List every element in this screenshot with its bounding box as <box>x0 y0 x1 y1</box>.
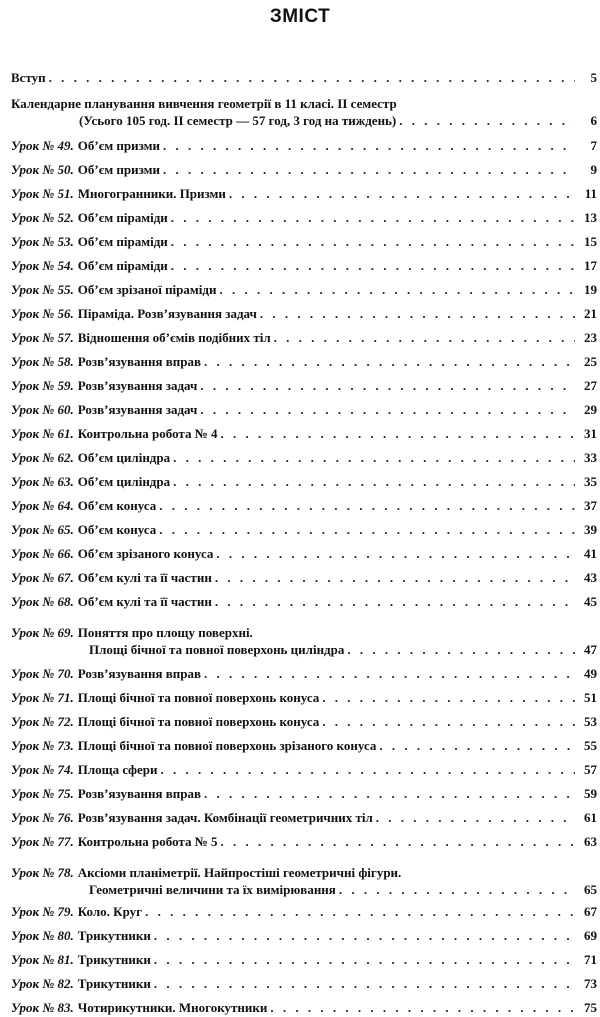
entry-title: Вступ <box>11 70 46 85</box>
page-number: 27 <box>584 378 597 393</box>
toc-entry <box>11 952 597 969</box>
dot-leader <box>379 738 575 754</box>
toc-line <box>11 810 597 827</box>
page-number: 69 <box>584 928 597 943</box>
dot-leader <box>204 666 575 682</box>
toc-line <box>11 258 597 275</box>
page-number: 5 <box>590 70 597 85</box>
toc-entry <box>11 330 597 347</box>
toc-entry <box>11 1000 597 1017</box>
page-number: 25 <box>584 354 597 369</box>
lesson-number: Урок № 66. <box>11 546 74 561</box>
dot-leader <box>154 928 575 944</box>
page-number: 61 <box>584 810 597 825</box>
toc-line <box>11 426 597 443</box>
entry-title: Розв’язування задач. Комбінації геометричних тіл <box>77 810 373 825</box>
entry-title: Об’єм призми <box>77 162 161 177</box>
page-number: 23 <box>584 330 597 345</box>
toc-line <box>11 570 597 587</box>
page-number: 17 <box>584 258 597 273</box>
entry-title: Об’єм піраміди <box>77 210 168 225</box>
page-number: 71 <box>584 952 597 967</box>
dot-leader <box>163 138 575 154</box>
entry-title: Об’єм піраміди <box>77 258 168 273</box>
dot-leader <box>204 354 575 370</box>
page-number: 15 <box>584 234 597 249</box>
toc-entry <box>11 402 597 419</box>
dot-leader <box>229 186 575 202</box>
toc-entry <box>11 714 597 731</box>
toc-entry <box>11 546 597 563</box>
toc-line <box>11 865 597 882</box>
dot-leader <box>171 258 575 274</box>
entry-title: Трикутники <box>77 976 151 991</box>
dot-leader <box>322 714 575 730</box>
toc-line <box>11 96 597 113</box>
toc-entry <box>11 625 597 659</box>
entry-title: Контрольна робота № 5 <box>77 834 218 849</box>
toc-line <box>11 402 597 419</box>
dot-leader <box>219 282 575 298</box>
dot-leader <box>215 570 575 586</box>
dot-leader <box>145 904 575 920</box>
toc-line <box>11 234 597 251</box>
page-title: ЗМІСТ <box>269 6 331 27</box>
toc-line <box>11 522 597 539</box>
dot-leader <box>171 234 575 250</box>
toc-entry <box>11 426 597 443</box>
page-number: 7 <box>590 138 597 153</box>
entry-title-continued: Площі бічної та повної поверхонь циліндра <box>89 642 345 657</box>
lesson-number: Урок № 80. <box>11 928 74 943</box>
entry-title: Об’єм призми <box>77 138 161 153</box>
entry-title: Об’єм кулі та її частин <box>77 570 212 585</box>
entry-title: Об’єм зрізаної піраміди <box>77 282 217 297</box>
toc-entry <box>11 450 597 467</box>
page-number: 51 <box>584 690 597 705</box>
dot-leader <box>159 498 575 514</box>
toc-entry <box>11 865 597 899</box>
lesson-number: Урок № 70. <box>11 666 74 681</box>
page-number: 41 <box>584 546 597 561</box>
toc-entry <box>11 138 597 155</box>
entry-title: Об’єм циліндра <box>77 450 171 465</box>
toc-line <box>11 642 597 659</box>
toc-line <box>11 594 597 611</box>
lesson-number: Урок № 54. <box>11 258 74 273</box>
dot-leader <box>347 642 575 658</box>
lesson-number: Урок № 50. <box>11 162 74 177</box>
entry-title: Об’єм конуса <box>77 522 157 537</box>
toc-line <box>11 976 597 993</box>
lesson-number: Урок № 60. <box>11 402 74 417</box>
lesson-number: Урок № 67. <box>11 570 74 585</box>
lesson-number: Урок № 49. <box>11 138 74 153</box>
page-number: 49 <box>584 666 597 681</box>
entry-title: Площі бічної та повної поверхонь конуса <box>77 690 320 705</box>
entry-title: Об’єм циліндра <box>77 474 171 489</box>
entry-title: Многогранники. Призми <box>77 186 226 201</box>
toc-entry <box>11 474 597 491</box>
page-number: 19 <box>584 282 597 297</box>
toc-entry <box>11 666 597 683</box>
lesson-number: Урок № 72. <box>11 714 74 729</box>
page-number: 75 <box>584 1000 597 1015</box>
toc-line <box>11 1000 597 1017</box>
entry-title-continued: Геометричні величини та їх вимірювання <box>89 882 336 897</box>
page-number: 31 <box>584 426 597 441</box>
entry-title: Розв’язування вправ <box>77 786 201 801</box>
toc-line <box>11 690 597 707</box>
dot-leader <box>154 952 575 968</box>
lesson-number: Урок № 62. <box>11 450 74 465</box>
page-number: 11 <box>584 186 597 201</box>
toc-entry <box>11 976 597 993</box>
lesson-number: Урок № 77. <box>11 834 74 849</box>
toc-line <box>11 498 597 515</box>
entry-title: Піраміда. Розв’язування задач <box>77 306 257 321</box>
toc-line <box>11 70 597 87</box>
dot-leader <box>163 162 575 178</box>
entry-title: Трикутники <box>77 928 151 943</box>
page-number: 67 <box>584 904 597 919</box>
lesson-number: Урок № 56. <box>11 306 74 321</box>
page-number: 65 <box>584 882 597 897</box>
toc-line <box>11 882 597 899</box>
lesson-number: Урок № 53. <box>11 234 74 249</box>
toc-line <box>11 714 597 731</box>
toc-line <box>11 450 597 467</box>
dot-leader <box>173 450 575 466</box>
dot-leader <box>270 1000 575 1016</box>
entry-title: Площа сфери <box>77 762 158 777</box>
entry-title: Аксіоми планіметрії. Найпростіші геометричні фігури. <box>77 865 402 880</box>
toc-line <box>11 762 597 779</box>
page-number: 37 <box>584 498 597 513</box>
dot-leader <box>154 976 575 992</box>
dot-leader <box>200 378 575 394</box>
toc-entry <box>11 96 597 130</box>
toc-line <box>11 834 597 851</box>
entry-title-continued: (Усього 105 год. II семестр — 57 год, 3 год на тиждень) <box>79 113 397 128</box>
dot-leader <box>49 70 575 86</box>
toc-entry <box>11 810 597 827</box>
toc-entry <box>11 738 597 755</box>
page-number: 73 <box>584 976 597 991</box>
dot-leader <box>159 522 575 538</box>
page-number: 53 <box>584 714 597 729</box>
toc-line <box>11 306 597 323</box>
entry-title: Календарне планування вивчення геометрії в 11 класі. II семестр <box>11 96 397 111</box>
page-number: 13 <box>584 210 597 225</box>
dot-leader <box>160 762 575 778</box>
lesson-number: Урок № 64. <box>11 498 74 513</box>
toc-line <box>11 546 597 563</box>
toc-entry <box>11 904 597 921</box>
page-number: 9 <box>590 162 597 177</box>
dot-leader <box>215 594 575 610</box>
dot-leader <box>376 810 575 826</box>
entry-title: Відношення об’ємів подібних тіл <box>77 330 271 345</box>
lesson-number: Урок № 76. <box>11 810 74 825</box>
entry-title: Розв’язування вправ <box>77 666 201 681</box>
lesson-number: Урок № 83. <box>11 1000 74 1015</box>
lesson-number: Урок № 52. <box>11 210 74 225</box>
lesson-number: Урок № 58. <box>11 354 74 369</box>
lesson-number: Урок № 65. <box>11 522 74 537</box>
dot-leader <box>171 210 575 226</box>
dot-leader <box>204 786 575 802</box>
toc-line <box>11 210 597 227</box>
lesson-number: Урок № 73. <box>11 738 74 753</box>
toc-line <box>11 625 597 642</box>
page-number: 21 <box>584 306 597 321</box>
toc-entry <box>11 786 597 803</box>
page-number: 39 <box>584 522 597 537</box>
toc-entry <box>11 282 597 299</box>
toc-line <box>11 904 597 921</box>
lesson-number: Урок № 74. <box>11 762 74 777</box>
lesson-number: Урок № 51. <box>11 186 74 201</box>
toc-line <box>11 738 597 755</box>
entry-title: Трикутники <box>77 952 151 967</box>
dot-leader <box>339 882 575 898</box>
toc-line <box>11 138 597 155</box>
dot-leader <box>322 690 575 706</box>
toc-line <box>11 282 597 299</box>
toc-line <box>11 786 597 803</box>
page-number: 63 <box>584 834 597 849</box>
lesson-number: Урок № 59. <box>11 378 74 393</box>
entry-title: Об’єм кулі та її частин <box>77 594 212 609</box>
dot-leader <box>399 113 575 129</box>
lesson-number: Урок № 57. <box>11 330 74 345</box>
toc-entry <box>11 234 597 251</box>
entry-title: Коло. Круг <box>77 904 143 919</box>
toc-entry <box>11 570 597 587</box>
toc-entry <box>11 594 597 611</box>
toc-line <box>11 952 597 969</box>
dot-leader <box>274 330 575 346</box>
entry-title: Об’єм піраміди <box>77 234 168 249</box>
page-number: 57 <box>584 762 597 777</box>
lesson-number: Урок № 75. <box>11 786 74 801</box>
toc-line <box>11 113 597 130</box>
lesson-number: Урок № 82. <box>11 976 74 991</box>
entry-title: Розв’язування вправ <box>77 354 201 369</box>
toc-line <box>11 162 597 179</box>
dot-leader <box>216 546 575 562</box>
page-number: 55 <box>584 738 597 753</box>
entry-title: Об’єм конуса <box>77 498 157 513</box>
lesson-number: Урок № 79. <box>11 904 74 919</box>
entry-title: Чотирикутники. Многокутники <box>77 1000 268 1015</box>
dot-leader <box>221 426 575 442</box>
page-number: 33 <box>584 450 597 465</box>
page-number: 43 <box>584 570 597 585</box>
toc-entry <box>11 522 597 539</box>
page-number: 59 <box>584 786 597 801</box>
toc-entry <box>11 354 597 371</box>
toc-entry <box>11 186 597 203</box>
toc-line <box>11 928 597 945</box>
toc-line <box>11 330 597 347</box>
toc-entry <box>11 690 597 707</box>
dot-leader <box>260 306 575 322</box>
entry-title: Розв’язування задач <box>77 402 198 417</box>
page-number: 6 <box>590 113 597 128</box>
entry-title: Площі бічної та повної поверхонь конуса <box>77 714 320 729</box>
dot-leader <box>173 474 575 490</box>
page-number: 29 <box>584 402 597 417</box>
toc-entry <box>11 834 597 851</box>
entry-title: Розв’язування задач <box>77 378 198 393</box>
lesson-number: Урок № 63. <box>11 474 74 489</box>
lesson-number: Урок № 78. <box>11 865 74 880</box>
toc-entry <box>11 306 597 323</box>
entry-title: Площі бічної та повної поверхонь зрізаного конуса <box>77 738 377 753</box>
toc-entry <box>11 162 597 179</box>
lesson-number: Урок № 81. <box>11 952 74 967</box>
entry-title: Контрольна робота № 4 <box>77 426 218 441</box>
entry-title: Поняття про площу поверхні. <box>77 625 253 640</box>
toc-entry <box>11 378 597 395</box>
toc-entry <box>11 928 597 945</box>
lesson-number: Урок № 69. <box>11 625 74 640</box>
toc-entry <box>11 70 597 87</box>
lesson-number: Урок № 68. <box>11 594 74 609</box>
lesson-number: Урок № 71. <box>11 690 74 705</box>
page-number: 45 <box>584 594 597 609</box>
toc-entry <box>11 762 597 779</box>
entry-title: Об’єм зрізаного конуса <box>77 546 214 561</box>
toc-line <box>11 666 597 683</box>
toc-entry <box>11 498 597 515</box>
toc-line <box>11 378 597 395</box>
toc-line <box>11 474 597 491</box>
toc-entry <box>11 258 597 275</box>
lesson-number: Урок № 55. <box>11 282 74 297</box>
page-number: 35 <box>584 474 597 489</box>
toc-line <box>11 186 597 203</box>
toc-entry <box>11 210 597 227</box>
dot-leader <box>200 402 575 418</box>
dot-leader <box>221 834 575 850</box>
page-number: 47 <box>584 642 597 657</box>
toc-line <box>11 354 597 371</box>
lesson-number: Урок № 61. <box>11 426 74 441</box>
